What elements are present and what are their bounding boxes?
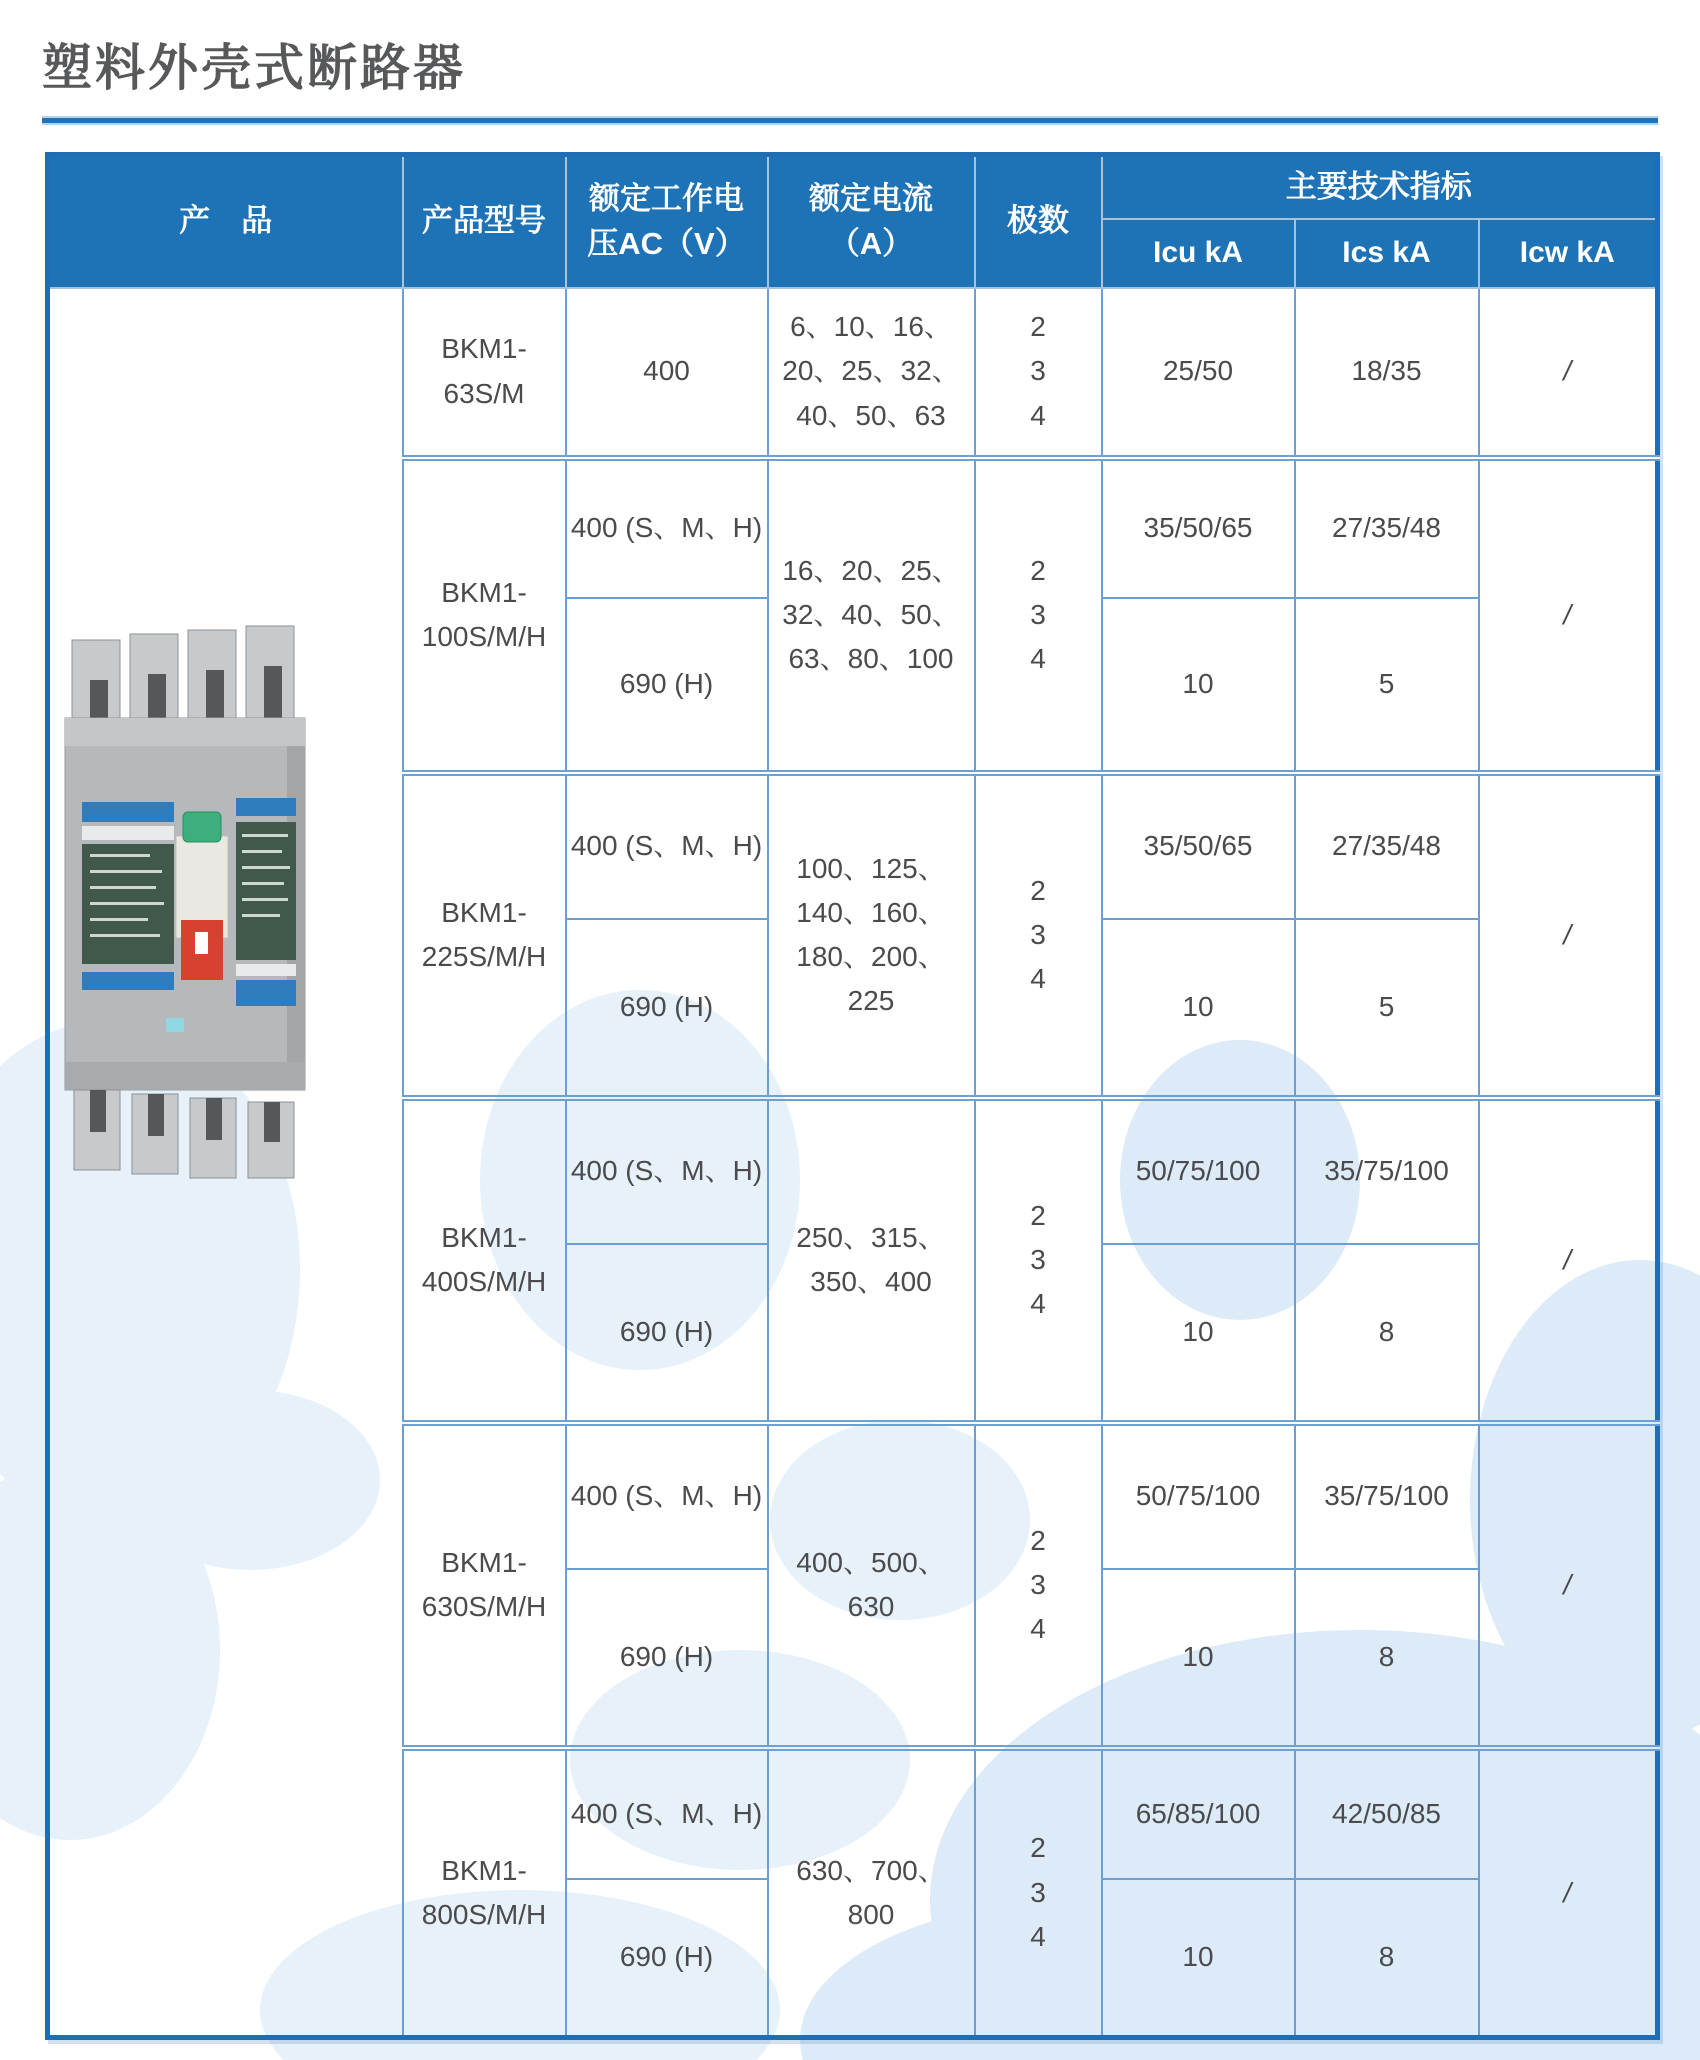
ics-cell: 8: [1295, 1879, 1479, 2038]
ics-cell: 42/50/85: [1295, 1748, 1479, 1879]
voltage-cell: 690 (H): [566, 1879, 768, 2038]
voltage-cell: 400 (S、M、H): [566, 1098, 768, 1244]
icu-cell: 10: [1102, 1879, 1295, 2038]
bottom-terminals: [74, 1090, 294, 1178]
voltage-cell: 690 (H): [566, 1244, 768, 1423]
ics-cell: 18/35: [1295, 288, 1479, 458]
spec-table: [45, 152, 1660, 2040]
icu-cell: 10: [1102, 1569, 1295, 1748]
poles-cell: 2 3 4: [975, 1748, 1102, 2038]
voltage-cell: 690 (H): [566, 598, 768, 773]
title-divider: [42, 116, 1658, 125]
poles-cell: 2 3 4: [975, 288, 1102, 458]
model-cell: BKM1- 630S/M/H: [403, 1423, 566, 1748]
right-label: [236, 798, 296, 1006]
poles-cell: 2 3 4: [975, 458, 1102, 773]
icw-cell: /: [1479, 773, 1658, 1098]
ics-cell: 35/75/100: [1295, 1423, 1479, 1569]
icu-cell: 25/50: [1102, 288, 1295, 458]
current-cell: 100、125、 140、160、 180、200、 225: [768, 773, 975, 1098]
header-poles: 极数: [975, 155, 1102, 288]
icw-cell: /: [1479, 1098, 1658, 1423]
icw-cell: /: [1479, 1748, 1658, 2038]
poles-cell: 2 3 4: [975, 1098, 1102, 1423]
poles-cell: 2 3 4: [975, 773, 1102, 1098]
poles-cell: 2 3 4: [975, 1423, 1102, 1748]
icu-cell: 35/50/65: [1102, 773, 1295, 919]
page-title: 塑料外壳式断路器: [42, 40, 466, 96]
header-current: 额定电流 （A）: [768, 155, 975, 288]
ics-cell: 5: [1295, 598, 1479, 773]
current-cell: 250、315、 350、400: [768, 1098, 975, 1423]
icu-cell: 50/75/100: [1102, 1098, 1295, 1244]
icw-cell: /: [1479, 288, 1658, 458]
icu-cell: 35/50/65: [1102, 458, 1295, 598]
icu-cell: 10: [1102, 1244, 1295, 1423]
ics-cell: 8: [1295, 1244, 1479, 1423]
model-cell: BKM1- 400S/M/H: [403, 1098, 566, 1423]
current-cell: 630、700、 800: [768, 1748, 975, 2038]
voltage-cell: 400 (S、M、H): [566, 773, 768, 919]
header-model: 产品型号: [403, 155, 566, 288]
table-row-group-63: [48, 288, 1658, 458]
header-tech-indicators: 主要技术指标: [1102, 155, 1658, 219]
ics-cell: 8: [1295, 1569, 1479, 1748]
model-cell: BKM1- 100S/M/H: [403, 458, 566, 773]
ics-cell: 5: [1295, 919, 1479, 1098]
ics-cell: 35/75/100: [1295, 1098, 1479, 1244]
header-product: 产 品: [48, 155, 403, 288]
header-voltage: 额定工作电 压AC（V）: [566, 155, 768, 288]
icu-cell: 50/75/100: [1102, 1423, 1295, 1569]
voltage-cell: 400 (S、M、H): [566, 1423, 768, 1569]
voltage-cell: 690 (H): [566, 919, 768, 1098]
icu-cell: 10: [1102, 919, 1295, 1098]
voltage-cell: 400: [566, 288, 768, 458]
voltage-cell: 690 (H): [566, 1569, 768, 1748]
header-icw: Icw kA: [1479, 219, 1658, 288]
left-label: [82, 802, 174, 990]
current-cell: 16、20、25、 32、40、50、 63、80、100: [768, 458, 975, 773]
voltage-cell: 400 (S、M、H): [566, 458, 768, 598]
header-icu: Icu kA: [1102, 219, 1295, 288]
icw-cell: /: [1479, 1423, 1658, 1748]
header-ics: Ics kA: [1295, 219, 1479, 288]
ics-cell: 27/35/48: [1295, 773, 1479, 919]
model-cell: BKM1- 63S/M: [403, 288, 566, 458]
product-image-cell: [48, 288, 403, 2038]
voltage-cell: 400 (S、M、H): [566, 1748, 768, 1879]
icu-cell: 65/85/100: [1102, 1748, 1295, 1879]
circuit-breaker-photo: [60, 622, 310, 1182]
current-cell: 400、500、 630: [768, 1423, 975, 1748]
model-cell: BKM1- 800S/M/H: [403, 1748, 566, 2038]
model-cell: BKM1- 225S/M/H: [403, 773, 566, 1098]
ics-cell: 27/35/48: [1295, 458, 1479, 598]
icu-cell: 10: [1102, 598, 1295, 773]
top-terminals: [72, 626, 294, 728]
current-cell: 6、10、16、 20、25、32、 40、50、63: [768, 288, 975, 458]
icw-cell: /: [1479, 458, 1658, 773]
